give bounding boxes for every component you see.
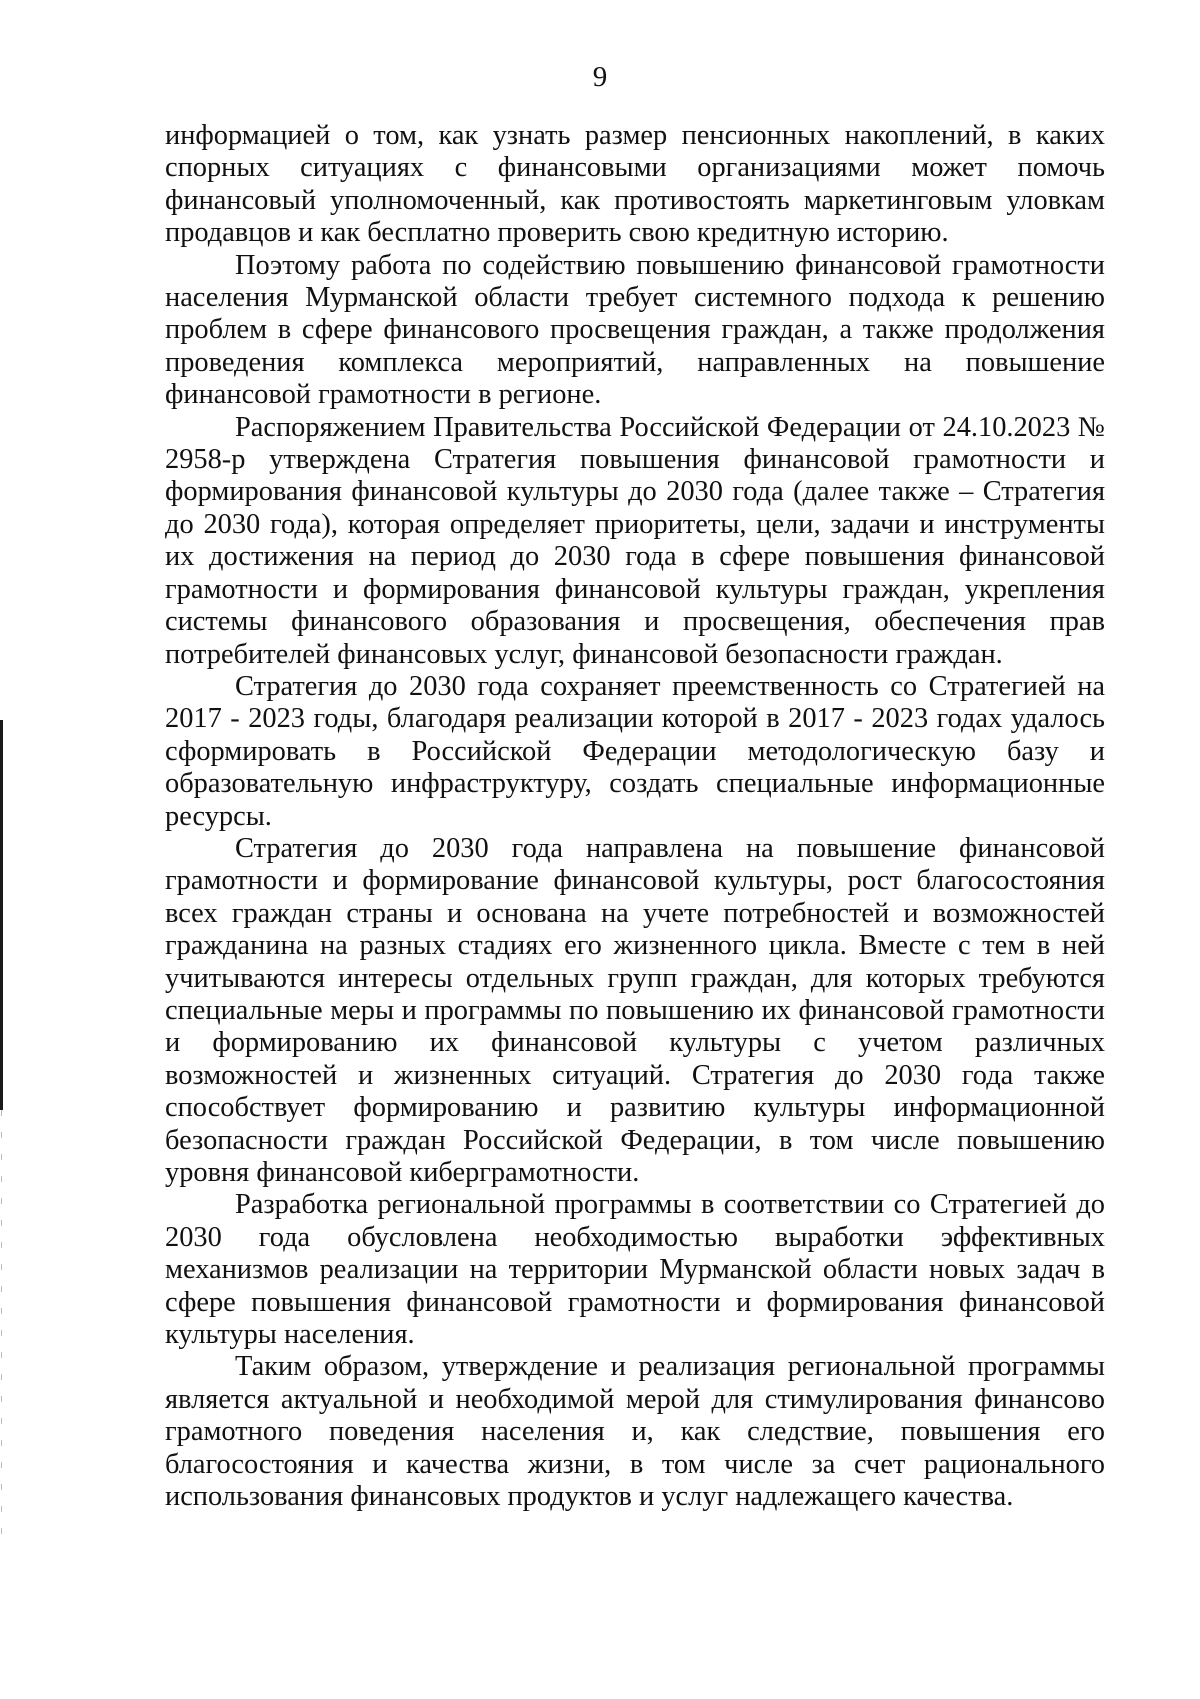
paragraph: Стратегия до 2030 года сохраняет преемственность со Стратегией на 2017 - 2023 годы, благодаря реализации которой в 2017 - 2023 годах удалось сформировать в Российской Федерации методологическую базу и образовательную инфраструктуру, создать специальные информационные ресурсы. [165, 670, 1105, 832]
page-number: 9 [592, 61, 608, 93]
scan-edge-dots [1, 1110, 2, 1540]
paragraph: Стратегия до 2030 года направлена на повышение финансовой грамотности и формирование финансовой культуры, рост благосостояния всех граждан страны и основана на учете потребностей и возможностей гражданина на разных стадиях его жизненного цикла. Вместе с тем в ней учитываются интересы отдельных групп граждан, для которых требуются специальные меры и программы по повышению их финансовой грамотности и формированию их финансовой культуры с учетом различных возможностей и жизненных ситуаций. Стратегия до 2030 года также способствует формированию и развитию культуры информационной безопасности граждан Российской Федерации, в том числе повышению уровня финансовой киберграмотности. [165, 832, 1105, 1188]
paragraph: Разработка региональной программы в соответствии со Стратегией до 2030 года обусловлена необходимостью выработки эффективных механизмов реализации на территории Мурманской области новых задач в сфере повышения финансовой грамотности и формирования финансовой культуры населения. [165, 1189, 1105, 1351]
paragraph: Распоряжением Правительства Российской Федерации от 24.10.2023 № 2958-р утверждена Стратегия повышения финансовой грамотности и формирования финансовой культуры до 2030 года (далее также – Стратегия до 2030 года), которая определяет приоритеты, цели, задачи и инструменты их достижения на период до 2030 года в сфере повышения финансовой грамотности и формирования финансовой культуры граждан, укрепления системы финансового образования и просвещения, обеспечения прав потребителей финансовых услуг, финансовой безопасности граждан. [165, 411, 1105, 670]
paragraph: Поэтому работа по содействию повышению финансовой грамотности населения Мурманской области требует системного подхода к решению проблем в сфере финансового просвещения граждан, а также продолжения проведения комплекса мероприятий, направленных на повышение финансовой грамотности в регионе. [165, 249, 1105, 411]
document-body [165, 120, 1105, 1513]
paragraph-continuation: информацией о том, как узнать размер пенсионных накоплений, в каких спорных ситуациях с финансовыми организациями может помочь финансовый уполномоченный, как противостоять маркетинговым уловкам продавцов и как бесплатно проверить свою кредитную историю. [165, 120, 1105, 249]
paragraph: Таким образом, утверждение и реализация региональной программы является актуальной и необходимой мерой для стимулирования финансово грамотного поведения населения и, как следствие, повышения его благосостояния и качества жизни, в том числе за счет рационального использования финансовых продуктов и услуг надлежащего качества. [165, 1351, 1105, 1513]
scan-edge-mark [0, 720, 3, 1110]
